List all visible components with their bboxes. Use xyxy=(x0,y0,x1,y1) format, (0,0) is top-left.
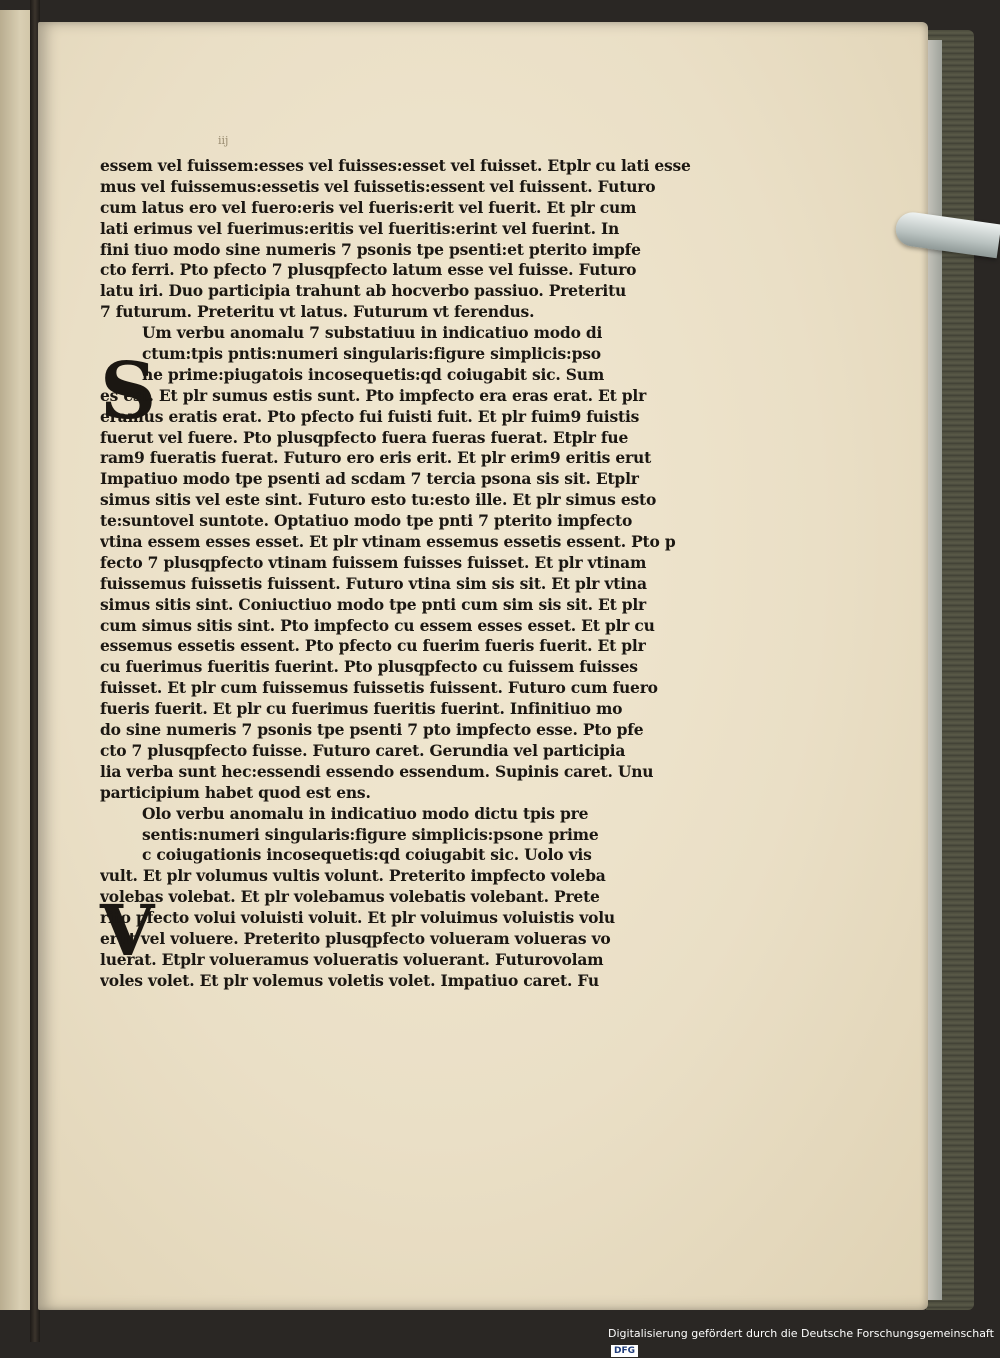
text-line: fuissemus fuissetis fuissent. Futuro vtina sim sis sit. Et plr vtina xyxy=(100,573,647,593)
text-line: fueris fuerit. Et plr cu fuerimus fueritis fuerint. Infinitiuo mo xyxy=(100,699,623,719)
text-line: essemus essetis essent. Pto pfecto cu fuerim fueris fuerit. Et plr xyxy=(100,636,646,656)
text-line: fuisset. Et plr cum fuissemus fuissetis fuissent. Futuro cum fuero xyxy=(100,678,658,698)
text-line: lati erimus vel fuerimus:eritis vel fueritis:erint vel fuerint. In xyxy=(100,218,620,238)
text-line: mus vel fuissemus:essetis vel fuissetis:essent vel fuissent. Futuro xyxy=(100,176,656,196)
text-line: cto 7 plusqpfecto fuisse. Futuro caret. Gerundia vel participia xyxy=(100,740,626,760)
dfg-logo: DFG xyxy=(611,1345,638,1357)
decorated-initial-v: V xyxy=(100,889,155,972)
text-line: cum latus ero vel fuero:eris vel fueris:erit vel fuerit. Et plr cum xyxy=(100,197,637,217)
text-line: vult. Et plr volumus vultis volunt. Preterito impfecto voleba xyxy=(100,866,606,886)
text-line: volebas volebat. Et plr volebamus volebatis volebant. Prete xyxy=(100,887,600,907)
text-line: cto ferri. Pto pfecto 7 plusqpfecto latum esse vel fuisse. Futuro xyxy=(100,260,637,280)
text-line: simus sitis sint. Coniuctiuo modo tpe pnti cum sim sis sit. Et plr xyxy=(100,594,647,614)
text-line: sentis:numeri singularis:figure simplicis:psone prime xyxy=(142,824,599,844)
text-line: cum simus sitis sint. Pto impfecto cu essem esses esset. Et plr cu xyxy=(100,615,655,635)
text-line: c coiugationis incosequetis:qd coiugabit sic. Uolo vis xyxy=(142,845,592,865)
text-line: 7 futurum. Preteritu vt latus. Futurum vt ferendus. xyxy=(100,302,535,322)
main-text-block xyxy=(100,156,712,992)
text-line: ram9 fueratis fuerat. Futuro ero eris erit. Et plr erim9 eritis erut xyxy=(100,448,652,468)
text-line: es est. Et plr sumus estis sunt. Pto impfecto era eras erat. Et plr xyxy=(100,385,647,405)
text-line: Impatiuo modo tpe psenti ad scdam 7 tercia psona sis sit. Etplr xyxy=(100,469,639,489)
folio-mark: iij xyxy=(218,134,229,147)
text-line: fecto 7 plusqpfecto vtinam fuissem fuisses fuisset. Et plr vtinam xyxy=(100,552,647,572)
digitization-credit xyxy=(608,1326,1000,1356)
text-line: essem vel fuissem:esses vel fuisses:esset vel fuisset. Etplr cu lati esse xyxy=(100,156,691,175)
text-line: Olo verbu anomalu in indicatiuo modo dictu tpis pre xyxy=(142,803,589,823)
text-line: lia verba sunt hec:essendi essendo essendum. Supinis caret. Unu xyxy=(100,761,654,781)
text-line: eramus eratis erat. Pto pfecto fui fuisti fuit. Et plr fuim9 fuistis xyxy=(100,406,640,426)
decorated-initial-s: S xyxy=(100,346,157,437)
text-line: cu fuerimus fueritis fuerint. Pto plusqpfecto cu fuissem fuisses xyxy=(100,657,638,677)
text-line: rito pfecto volui voluisti voluit. Et plr voluimus voluistis volu xyxy=(100,908,615,928)
text-line: erut vel voluere. Preterito plusqpfecto volueram volueras vo xyxy=(100,928,611,948)
text-line: Um verbu anomalu 7 substatiuu in indicatiuo modo di xyxy=(142,323,603,343)
text-line: fuerut vel fuere. Pto plusqpfecto fuera fueras fuerat. Etplr fue xyxy=(100,427,629,447)
text-line: luerat. Etplr volueramus volueratis voluerant. Futurovolam xyxy=(100,949,604,969)
text-line: simus sitis vel este sint. Futuro esto tu:esto ille. Et plr simus esto xyxy=(100,490,657,510)
text-line: ne prime:piugatois incosequetis:qd coiugabit sic. Sum xyxy=(142,364,605,384)
text-line: participium habet quod est ens. xyxy=(100,782,371,802)
text-line: latu iri. Duo participia trahunt ab hocverbo passiuo. Preteritu xyxy=(100,281,627,301)
text-line: voles volet. Et plr volemus voletis volet. Impatiuo caret. Fu xyxy=(100,970,599,990)
text-line: do sine numeris 7 psonis tpe psenti 7 pto impfecto esse. Pto pfe xyxy=(100,720,644,740)
text-line: ctum:tpis pntis:numeri singularis:figure simplicis:pso xyxy=(142,344,601,364)
credit-text: Digitalisierung gefördert durch die Deutsche Forschungsgemeinschaft xyxy=(608,1327,994,1340)
text-line: fini tiuo modo sine numeris 7 psonis tpe psenti:et pterito impfe xyxy=(100,239,641,259)
text-line: vtina essem esses esset. Et plr vtinam essemus essetis essent. Pto p xyxy=(100,532,676,552)
facing-page-edge xyxy=(0,10,34,1310)
text-line: te:suntovel suntote. Optatiuo modo tpe pnti 7 pterito impfecto xyxy=(100,511,633,531)
